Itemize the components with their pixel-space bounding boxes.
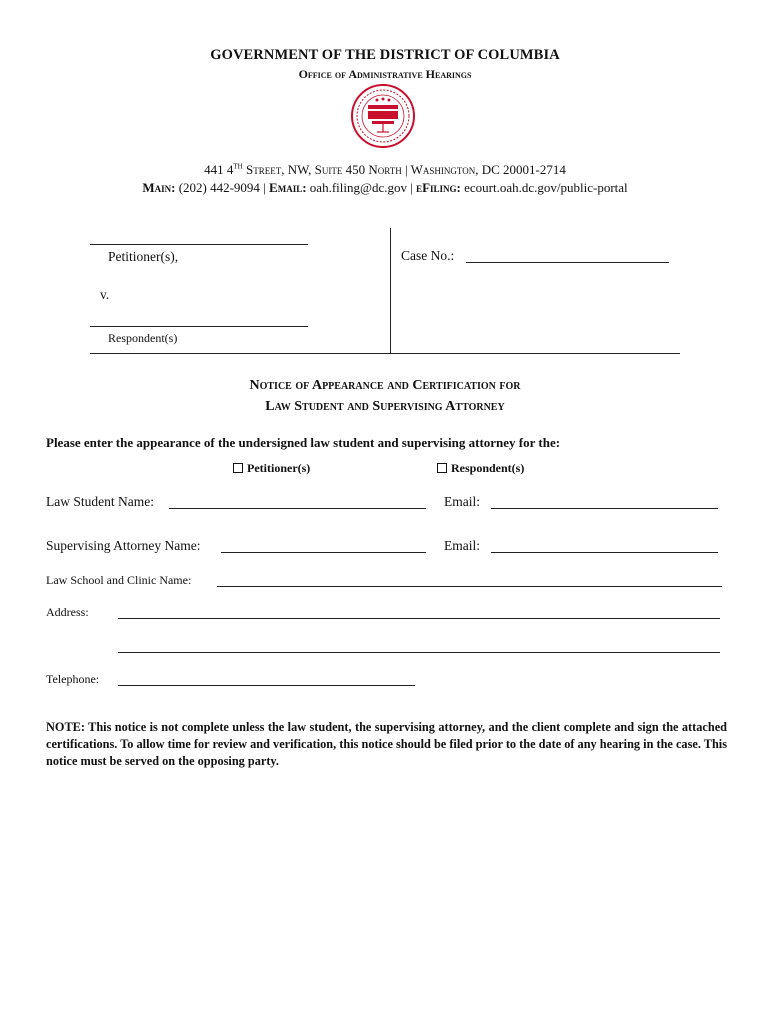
petitioner-label: Petitioner(s), bbox=[108, 249, 179, 264]
main-phone: (202) 442-9094 bbox=[178, 180, 260, 195]
respondent-option-label: Respondent(s) bbox=[451, 461, 525, 475]
address-label: Address: bbox=[46, 605, 89, 619]
notice-title-line2: Law Student and Supervising Attorney bbox=[265, 399, 505, 414]
attorney-email-field[interactable] bbox=[491, 552, 718, 553]
case-no-field[interactable] bbox=[466, 262, 669, 263]
main-label: Main: bbox=[142, 180, 176, 195]
versus-label: v. bbox=[100, 287, 110, 302]
office-contact: Main: (202) 442-9094 | Email: oah.filing@dc.gov | eFiling: ecourt.oah.dc.gov/public-portal bbox=[142, 180, 628, 195]
law-student-name-label: Law Student Name: bbox=[46, 494, 154, 509]
law-school-clinic-field[interactable] bbox=[217, 586, 722, 587]
email-label: Email: bbox=[269, 180, 307, 195]
address-field-line1[interactable] bbox=[118, 618, 720, 619]
office-title: Office of Administrative Hearings bbox=[298, 67, 472, 81]
caption-bottom-rule bbox=[90, 353, 680, 354]
notice-title-line1: Notice of Appearance and Certification for bbox=[249, 378, 521, 393]
petitioner-checkbox[interactable] bbox=[233, 463, 243, 473]
attorney-email-label: Email: bbox=[444, 538, 480, 553]
law-school-clinic-label: Law School and Clinic Name: bbox=[46, 573, 192, 587]
petitioner-option-label: Petitioner(s) bbox=[247, 461, 311, 475]
respondent-label: Respondent(s) bbox=[108, 331, 178, 345]
respondent-option[interactable] bbox=[437, 461, 524, 476]
efiling-label: eFiling: bbox=[416, 180, 461, 195]
supervising-attorney-field[interactable] bbox=[221, 552, 426, 553]
student-email-field[interactable] bbox=[491, 508, 718, 509]
telephone-field[interactable] bbox=[118, 685, 415, 686]
appearance-instruction: Please enter the appearance of the undersigned law student and supervising attorney for the: bbox=[46, 435, 561, 450]
case-no-label: Case No.: bbox=[401, 248, 455, 263]
email-value: oah.filing@dc.gov bbox=[309, 180, 407, 195]
supervising-attorney-label: Supervising Attorney Name: bbox=[46, 538, 201, 553]
petitioner-name-line[interactable] bbox=[90, 244, 308, 245]
telephone-label: Telephone: bbox=[46, 672, 100, 686]
notice-note: NOTE: This notice is not complete unless the law student, the supervising attorney, and the client complete and sign the attached certifications. To allow time for review and verification, this notice should be filed prior to the date of any hearing in the case. This notice must be served on the opposing party. bbox=[46, 720, 727, 768]
student-email-label: Email: bbox=[444, 494, 480, 509]
caption-divider bbox=[390, 228, 391, 354]
respondent-name-line[interactable] bbox=[90, 326, 308, 327]
respondent-checkbox[interactable] bbox=[437, 463, 447, 473]
dc-seal-icon bbox=[350, 83, 416, 149]
petitioner-option[interactable] bbox=[233, 461, 310, 476]
government-title: GOVERNMENT OF THE DISTRICT OF COLUMBIA bbox=[210, 47, 560, 63]
address-field-line2[interactable] bbox=[118, 652, 720, 653]
efiling-value: ecourt.oah.dc.gov/public-portal bbox=[464, 180, 628, 195]
law-student-name-field[interactable] bbox=[169, 508, 426, 509]
office-address: 441 4TH Street, NW, Suite 450 North | Washington, DC 20001-2714 bbox=[204, 162, 566, 177]
